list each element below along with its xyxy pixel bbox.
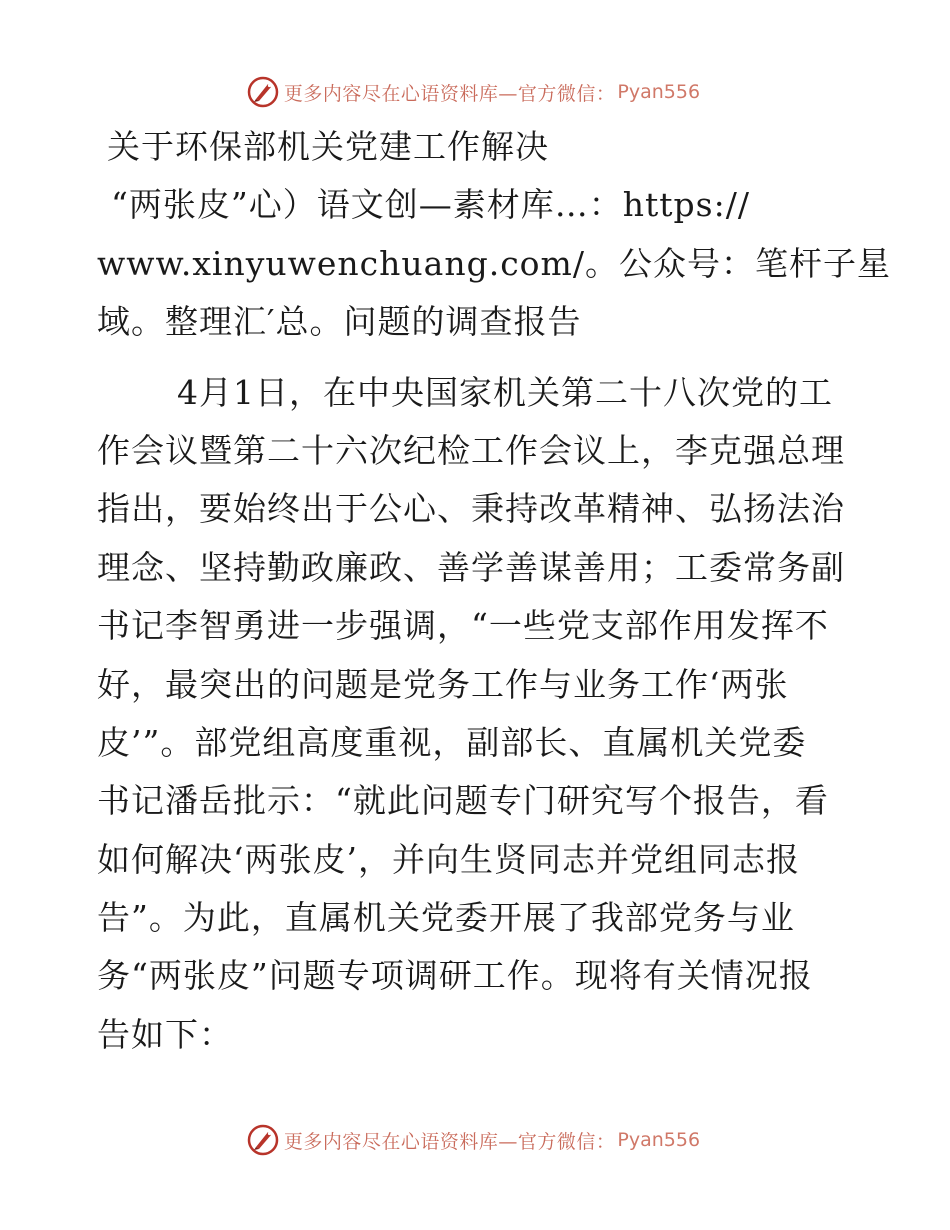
pen-logo-icon xyxy=(246,1123,280,1157)
watermark-handle: Pyan556 xyxy=(617,81,701,103)
paragraph-line: 4月1日，在中央国家机关第二十八次党的工 xyxy=(177,372,833,412)
paragraph-spacer xyxy=(97,352,857,364)
subtitle-line: www.xinyuwenchuang.com/。公众号：笔杆子星 xyxy=(97,243,891,283)
watermark-text: 更多内容尽在心语资料库—官方微信： xyxy=(283,1130,616,1153)
footer-watermark xyxy=(0,1120,950,1160)
paragraph-line: 理念、坚持勤政廉政、善学善谋善用；工委常务副 xyxy=(97,547,845,587)
paragraph-line: 皮’”。部党组高度重视，副部长、直属机关党委 xyxy=(97,722,807,762)
document-title: 关于环保部机关党建工作解决 xyxy=(107,127,549,166)
paragraph-line: 好，最突出的问题是党务工作与业务工作‘两张 xyxy=(97,664,789,704)
watermark-handle: Pyan556 xyxy=(617,1129,701,1151)
paragraph-line: 书记李智勇进一步强调，“一些党支部作用发挥不 xyxy=(97,606,829,646)
paragraph-line: 如何解决‘两张皮’，并向生贤同志并党组同志报 xyxy=(97,839,800,879)
paragraph-line: 告如下： xyxy=(97,1014,233,1054)
paragraph-line: 作会议暨第二十六次纪检工作会议上，李克强总理 xyxy=(97,430,845,470)
subtitle-line: 域。整理汇′总。问题的调查报告 xyxy=(97,302,582,342)
paragraph-line: 书记潘岳批示：“就此问题专门研究写个报告，看 xyxy=(97,781,829,821)
paragraph-line: 务“两张皮”问题专项调研工作。现将有关情况报 xyxy=(97,956,813,996)
pen-logo-icon xyxy=(246,75,280,109)
subtitle-line: “两张皮”心）语文创—素材库…：https:// xyxy=(111,185,750,225)
document-body xyxy=(97,118,891,1064)
watermark-text: 更多内容尽在心语资料库—官方微信： xyxy=(283,82,616,105)
paragraph-line: 告”。为此，直属机关党委开展了我部党务与业 xyxy=(97,898,795,938)
paragraph-line: 指出，要始终出于公心、秉持改革精神、弘扬法治 xyxy=(97,489,845,529)
header-watermark xyxy=(0,72,950,112)
